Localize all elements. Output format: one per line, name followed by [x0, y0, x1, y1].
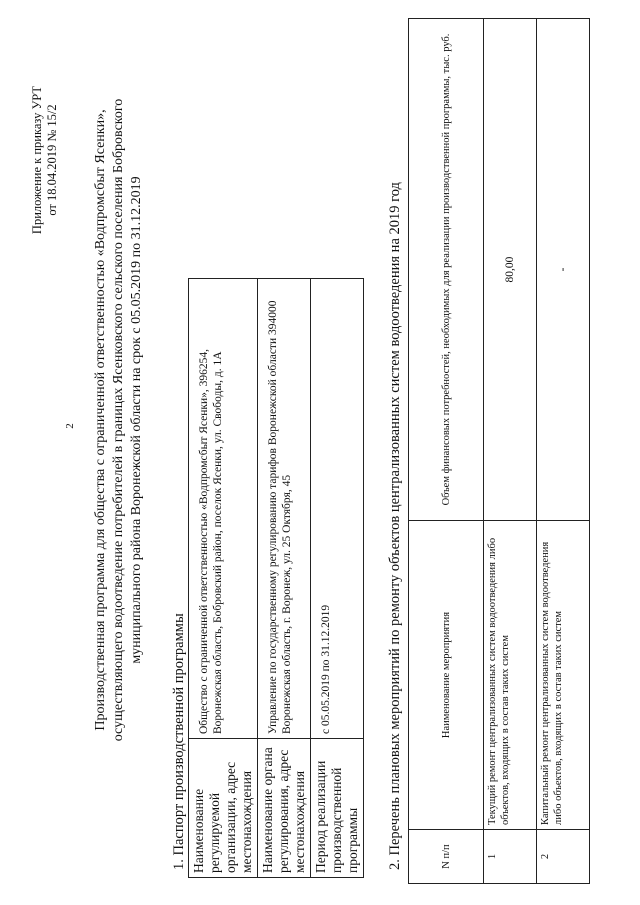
title-line-2: осуществляющего водоотведение потребителей в границах Ясенковского сельского поселения Бобровского — [111, 98, 126, 742]
row-name: Текущий ремонт централизованных систем водоотведения либо объектов, входящих в состав таких систем — [484, 521, 537, 830]
table-row — [189, 279, 258, 878]
table-row — [484, 19, 537, 884]
appendix-line-1: Приложение к приказу УРТ — [30, 85, 44, 235]
section-2-heading: 2. Перечень плановых мероприятий по ремонту объектов централизованных систем водоотведения на 2019 год — [387, 182, 403, 870]
plan-table — [408, 18, 590, 884]
passport-table — [188, 278, 364, 878]
section-1-heading: 1. Паспорт производственной программы — [171, 613, 187, 870]
appendix-line-2: от 18.04.2019 № 15/2 — [45, 104, 59, 216]
column-header-amount: Объем финансовых потребностей, необходимых для реализации производственной программы, тыс. руб. — [409, 19, 484, 521]
table-row — [311, 279, 364, 878]
passport-label: Период реализации производственной программы — [311, 739, 364, 878]
passport-value: с 05.05.2019 по 31.12.2019 — [311, 279, 364, 739]
row-amount: - — [537, 19, 590, 521]
title-line-3: муниципального района Воронежской области на срок с 05.05.2019 по 31.12.2019 — [129, 176, 144, 664]
table-header-row — [409, 19, 484, 884]
passport-label: Наименование регулируемой организации, адрес местонахождения — [189, 739, 258, 878]
title-line-1: Производственная программа для общества с ограниченной ответственностью «Водпромсбыт Ясенки», — [93, 109, 108, 731]
rotated-page-content — [30, 10, 590, 890]
row-number: 1 — [484, 830, 537, 884]
passport-label: Наименование органа регулирования, адрес местонахождения — [258, 739, 311, 878]
row-name: Капитальный ремонт централизованных систем водоотведения либо объектов, входящих в состав таких систем — [537, 521, 590, 830]
row-amount: 80,00 — [484, 19, 537, 521]
page-number: 2 — [64, 423, 76, 429]
table-row — [258, 279, 311, 878]
appendix-note — [30, 10, 60, 310]
column-header-name: Наименование мероприятия — [409, 521, 484, 830]
passport-value: Общество с ограниченной ответственностью «Водпромсбыт Ясенки», 396254, Воронежская область, Бобровский район, поселок Ясенки, ул. Свободы, д. 1А — [189, 279, 258, 739]
column-header-num: N п/п — [409, 830, 484, 884]
passport-value: Управление по государственному регулированию тарифов Воронежской области 394000 Воронежская область, г. Воронеж, ул. 25 Октября, 45 — [258, 279, 311, 739]
document-title — [92, 70, 146, 770]
row-number: 2 — [537, 830, 590, 884]
table-row — [537, 19, 590, 884]
